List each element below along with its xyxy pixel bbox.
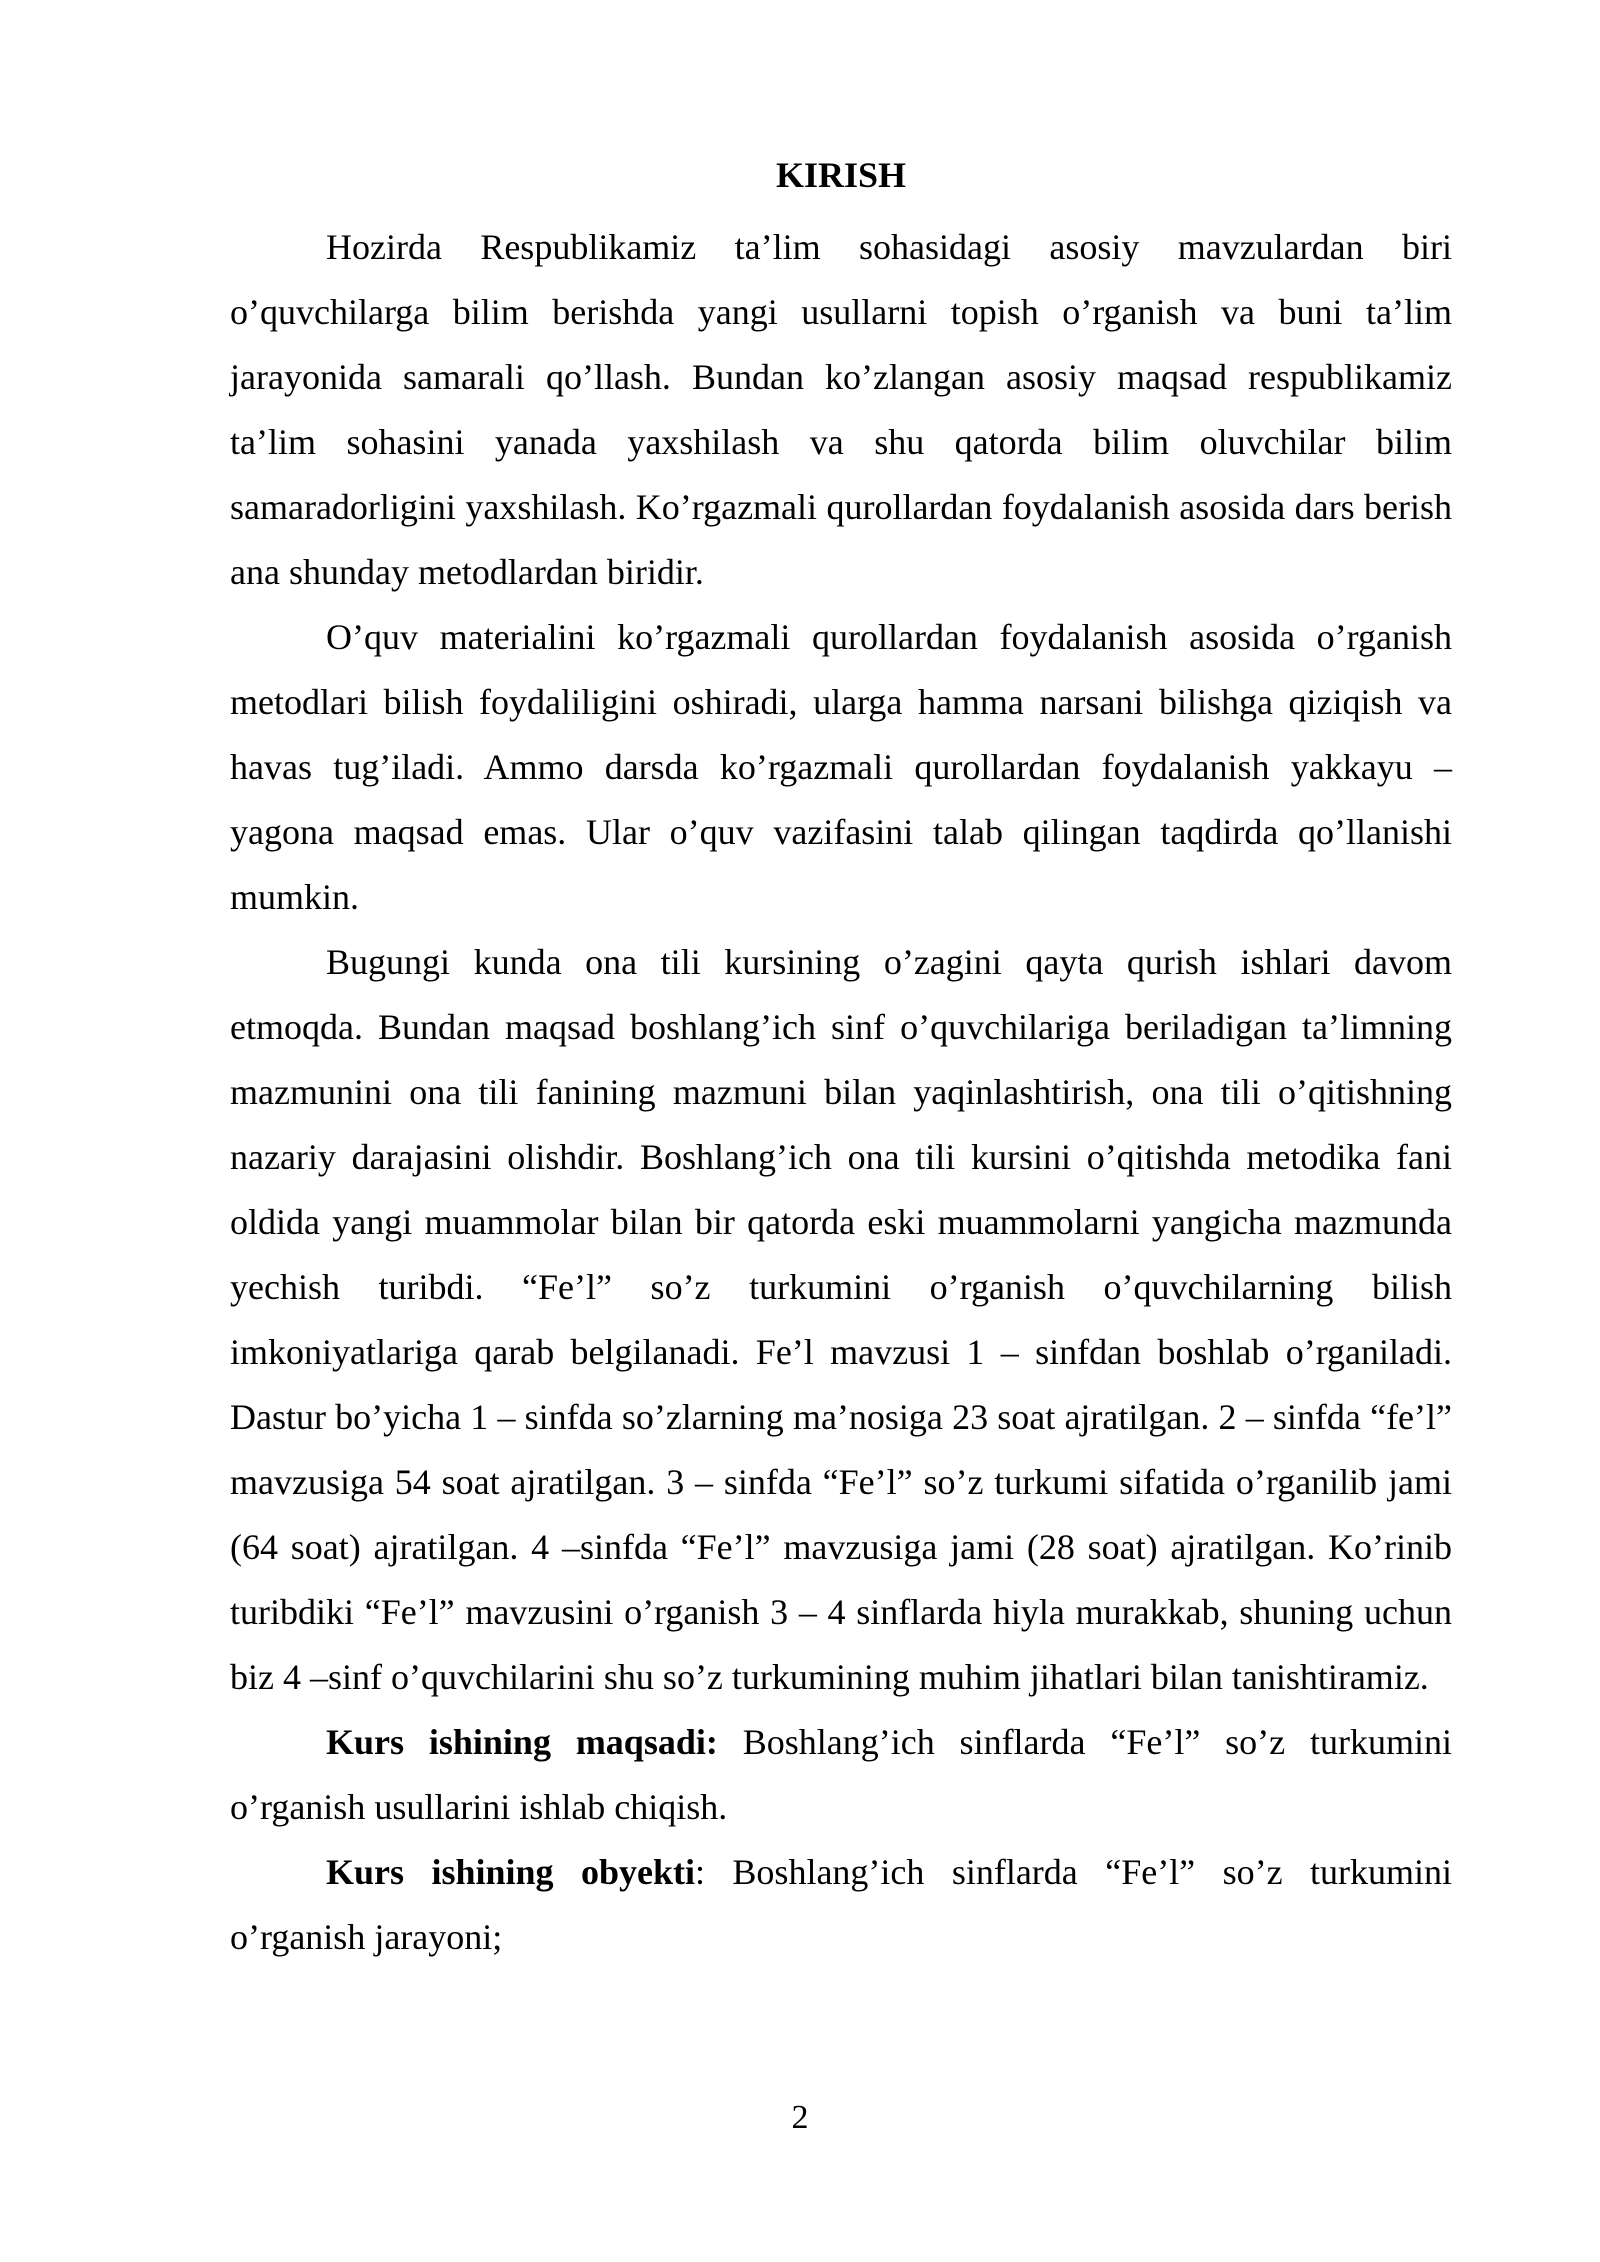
paragraph-curriculum: [230, 930, 1452, 1710]
paragraph-course-goal: [230, 1710, 1452, 1840]
paragraph-course-object: [230, 1840, 1452, 1970]
section-heading: KIRISH: [775, 155, 907, 195]
page-body: [230, 150, 1452, 1970]
paragraph-lead-bold: Kurs ishining maqsadi:: [326, 1722, 718, 1762]
paragraph-text: Boshlang’ich sinflarda “Fe’l” so’z turkumini o’rganish usullarini ishlab chiqish.: [230, 1722, 1453, 1827]
paragraph-visual-aids: [230, 605, 1452, 930]
paragraph-lead-bold: Kurs ishining obyekti: [326, 1852, 695, 1892]
paragraph-text: Bugungi kunda ona tili kursining o’zagini qayta qurish ishlari davom etmoqda. Bundan maqsad boshlang’ich sinf o’quvchilariga beriladigan ta’limning mazmunini ona tili fanining mazmuni bilan yaqinlashtirish, ona tili o’qitishning nazariy darajasini olishdir. Boshlang’ich ona tili kursini o’qitishda metodika fani oldida yangi muammolar bilan bir qatorda eski muammolarni yangicha mazmunda yechish turibdi. “Fe’l” so’z turkumini o’rganish o’quvchilarning bilish imkoniyatlariga qarab belgilanadi. Fe’l mavzusi 1 – sinfdan boshlab o’rganiladi. Dastur bo’yicha 1 – sinfda so’zlarning ma’nosiga 23 soat ajratilgan. 2 – sinfda “fe’l” mavzusiga 54 soat ajratilgan. 3 – sinfda “Fe’l” so’z turkumi sifatida o’rganilib jami (64 soat) ajratilgan. 4 –sinfda “Fe’l” mavzusiga jami (28 soat) ajratilgan. Ko’rinib turibdiki “Fe’l” mavzusini o’rganish 3 – 4 sinflarda hiyla murakkab, shuning uchun biz 4 –sinf o’quvchilarini shu so’z turkumining muhim jihatlari bilan tanishtiramiz.: [230, 942, 1452, 1697]
paragraph-text: O’quv materialini ko’rgazmali qurollardan foydalanish asosida o’rganish metodlari bilish foydaliligini oshiradi, ularga hamma narsani bilishga qiziqish va havas tug’iladi. Ammo darsda ko’rgazmali qurollardan foydalanish yakkayu – yagona maqsad emas. Ular o’quv vazifasini talab qilingan taqdirda qo’llanishi mumkin.: [230, 617, 1452, 917]
paragraph-text: Hozirda Respublikamiz ta’lim sohasidagi asosiy mavzulardan biri o’quvchilarga bilim berishda yangi usullarni topish o’rganish va buni ta’lim jarayonida samarali qo’llash. Bundan ko’zlangan asosiy maqsad respublikamiz ta’lim sohasini yanada yaxshilash va shu qatorda bilim oluvchilar bilim samaradorligini yaxshilash. Ko’rgazmali qurollardan foydalanish asosida dars berish ana shunday metodlardan biridir.: [230, 227, 1452, 592]
page-number: 2: [791, 2099, 809, 2136]
paragraph-text: : Boshlang’ich sinflarda “Fe’l” so’z turkumini o’rganish jarayoni;: [230, 1852, 1453, 1957]
paragraph-intro: [230, 215, 1452, 605]
